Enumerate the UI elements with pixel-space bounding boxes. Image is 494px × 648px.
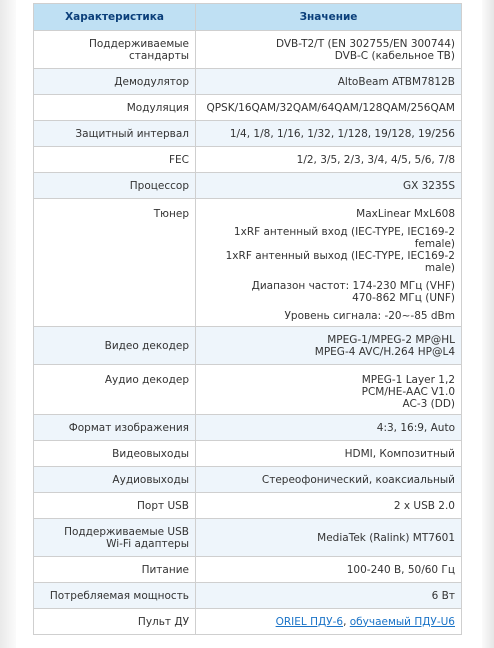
spec-name-line: Поддерживаемые стандарты	[88, 37, 189, 62]
spec-value-line: 2 x USB 2.0	[393, 499, 455, 512]
spec-value-line: 1/2, 3/5, 2/3, 3/4, 4/5, 5/6, 7/8	[296, 153, 455, 166]
spec-name-line: Видеовыходы	[112, 447, 189, 460]
spec-value-group	[202, 102, 455, 114]
spec-name	[34, 519, 196, 557]
table-row	[34, 147, 462, 173]
spec-value-line: DVB-T2/T (EN 302755/EN 300744)	[275, 37, 455, 50]
spec-value	[196, 199, 462, 327]
spec-value-line: Стереофонический, коаксиальный	[261, 473, 455, 486]
spec-name	[34, 199, 196, 327]
spec-name-line: Порт USB	[137, 499, 189, 512]
spec-value-group	[202, 564, 455, 576]
spec-value-group	[202, 334, 455, 358]
spec-value-line: 1xRF антенный выход (IEC-TYPE, IEC169-2 male)	[225, 250, 455, 274]
spec-value-group	[202, 128, 455, 140]
spec-value	[196, 365, 462, 415]
spec-name	[34, 69, 196, 95]
spec-name	[34, 441, 196, 467]
spec-name-line: Пульт ДУ	[137, 615, 189, 628]
table-row	[34, 31, 462, 69]
spec-name	[34, 467, 196, 493]
spec-value-line: 1/4, 1/8, 1/16, 1/32, 1/128, 19/128, 19/256	[229, 127, 455, 140]
table-row	[34, 519, 462, 557]
spec-value-line: MaxLinear MxL608	[356, 208, 455, 220]
spec-value-line: 4:3, 16:9, Auto	[376, 421, 455, 434]
spec-value	[196, 493, 462, 519]
spec-value	[196, 147, 462, 173]
spec-value-line: PCM/HE-AAC V1.0	[361, 386, 455, 398]
spec-name-line: Модуляция	[126, 101, 189, 114]
spec-name	[34, 493, 196, 519]
spec-value-group	[202, 448, 455, 460]
table-row	[34, 493, 462, 519]
spec-name-line: Аудио декодер	[104, 374, 189, 386]
spec-value	[196, 327, 462, 365]
spec-value-group	[202, 374, 455, 410]
spec-value-group	[202, 38, 455, 62]
spec-value-line: Уровень сигнала: -20~-85 dBm	[284, 310, 455, 322]
table-row	[34, 365, 462, 415]
spec-value-group	[202, 590, 455, 602]
spec-name-line: Аудиовыходы	[112, 473, 189, 486]
spec-value	[196, 69, 462, 95]
spec-value	[196, 415, 462, 441]
spec-value-group	[202, 208, 455, 220]
spec-value-group	[202, 422, 455, 434]
spec-value-line: MediaTek (Ralink) MT7601	[317, 531, 455, 544]
spec-value-group	[202, 500, 455, 512]
spec-value-line: MPEG-1 Layer 1,2	[361, 374, 455, 386]
spec-name-line: Тюнер	[153, 208, 189, 220]
specifications-table	[33, 3, 462, 635]
spec-value	[196, 441, 462, 467]
table-row	[34, 609, 462, 635]
spec-name-line: Формат изображения	[68, 421, 189, 434]
spec-value-line: GX 3235S	[402, 179, 455, 192]
table-row	[34, 95, 462, 121]
spec-value-line: QPSK/16QAM/32QAM/64QAM/128QAM/256QAM	[206, 101, 455, 114]
spec-value-group	[202, 310, 455, 322]
spec-value	[196, 121, 462, 147]
spec-value-line: 1xRF антенный вход (IEC-TYPE, IEC169-2 female)	[233, 226, 455, 250]
table-row	[34, 557, 462, 583]
spec-value-line: 100-240 В, 50/60 Гц	[346, 563, 455, 576]
spec-value: ORIEL ПДУ-6, обучаемый ПДУ-U6	[196, 609, 462, 635]
spec-value	[196, 173, 462, 199]
spec-name	[34, 31, 196, 69]
header-characteristic: Характеристика	[34, 4, 196, 31]
spec-name	[34, 583, 196, 609]
spec-value-line: HDMI, Композитный	[344, 447, 455, 460]
spec-name-line: Потребляемая мощность	[49, 589, 189, 602]
spec-value	[196, 583, 462, 609]
spec-value-group	[202, 532, 455, 544]
table-row	[34, 583, 462, 609]
spec-name	[34, 147, 196, 173]
page-right-shadow	[482, 0, 494, 648]
spec-value-group	[202, 474, 455, 486]
spec-value-group	[202, 154, 455, 166]
spec-name	[34, 173, 196, 199]
spec-name	[34, 327, 196, 365]
remote-learning-pdu-u6-link[interactable]: обучаемый ПДУ-U6	[349, 615, 455, 628]
spec-value-line: Диапазон частот: 174-230 МГц (VHF)	[251, 280, 455, 292]
spec-value	[196, 557, 462, 583]
spec-name	[34, 415, 196, 441]
spec-name-line: Защитный интервал	[75, 127, 189, 140]
spec-name-line: Демодулятор	[114, 75, 189, 88]
table-row	[34, 441, 462, 467]
page-left-shadow	[0, 0, 16, 648]
spec-name	[34, 121, 196, 147]
spec-value-line: MPEG-4 AVC/H.264 HP@L4	[314, 345, 455, 358]
spec-name	[34, 95, 196, 121]
table-row	[34, 415, 462, 441]
spec-value-group	[202, 280, 455, 304]
spec-name	[34, 609, 196, 635]
spec-value-group	[202, 76, 455, 88]
table-row	[34, 121, 462, 147]
header-value: Значение	[196, 4, 462, 31]
spec-value-group	[202, 180, 455, 192]
spec-name-line: Процессор	[129, 179, 189, 192]
spec-value-line: AltoBeam ATBM7812B	[337, 75, 455, 88]
table-row	[34, 199, 462, 327]
table-body	[34, 31, 462, 635]
remote-oriel-pdu6-link[interactable]: ORIEL ПДУ-6	[275, 615, 344, 628]
table-row	[34, 467, 462, 493]
spec-value-line: 6 Вт	[431, 589, 455, 602]
spec-value-line: DVB-C (кабельное ТВ)	[334, 49, 455, 62]
spec-value	[196, 467, 462, 493]
spec-value-line: MPEG-1/MPEG-2 MP@HL	[327, 333, 455, 346]
spec-name	[34, 365, 196, 415]
table-row	[34, 69, 462, 95]
spec-name-line: Wi-Fi адаптеры	[106, 537, 189, 550]
spec-value-line: AC-3 (DD)	[402, 398, 455, 410]
spec-value-line: 470-862 МГц (UNF)	[352, 292, 455, 304]
spec-name-line: FEC	[168, 153, 189, 166]
spec-name-line: Питание	[141, 563, 189, 576]
spec-name-line: Видео декодер	[104, 339, 189, 352]
spec-value-group	[202, 226, 455, 274]
table-header-row	[34, 4, 462, 31]
spec-value	[196, 31, 462, 69]
table-row	[34, 327, 462, 365]
spec-name-line: Поддерживаемые USB	[64, 525, 189, 538]
table-row	[34, 173, 462, 199]
spec-value	[196, 519, 462, 557]
spec-name	[34, 557, 196, 583]
spec-value	[196, 95, 462, 121]
